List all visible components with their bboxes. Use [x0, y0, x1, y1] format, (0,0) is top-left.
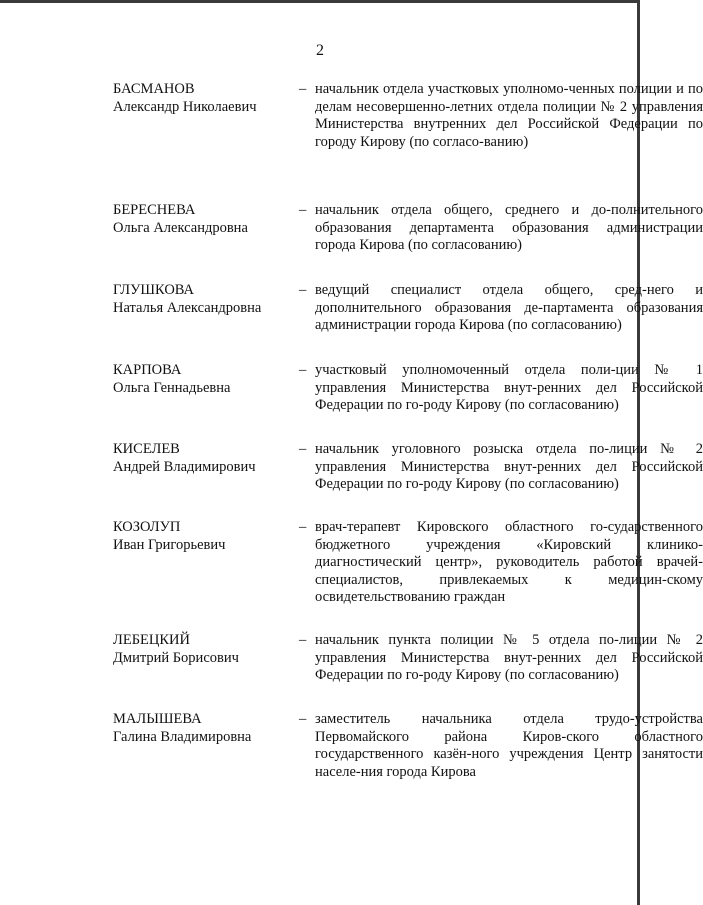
- dash: –: [299, 519, 307, 535]
- dash: –: [299, 441, 307, 457]
- surname: ЛЕБЕЦКИЙ: [113, 632, 190, 648]
- dash: –: [299, 81, 307, 97]
- surname: БАСМАНОВ: [113, 81, 195, 97]
- given-name: Дмитрий Борисович: [113, 649, 239, 666]
- position-description: участковый уполномоченный отдела поли-ции № 1 управления Министерства внут-ренних дел Российской Федерации по го-роду Кирову (по согласованию): [315, 362, 703, 413]
- dash: –: [299, 202, 307, 218]
- given-name: Ольга Александровна: [113, 219, 248, 236]
- dash: –: [299, 282, 307, 298]
- surname: БЕРЕСНЕВА: [113, 202, 196, 218]
- given-name: Андрей Владимирович: [113, 458, 256, 475]
- position-description: заместитель начальника отдела трудо-устройства Первомайского района Киров-ского областного государственного казён-ного учреждения Центр занятости населе-ния города Кирова: [315, 711, 703, 780]
- person-name: [113, 632, 303, 667]
- person-name: [113, 202, 303, 237]
- position-description: начальник пункта полиции № 5 отдела по-лиции № 2 управления Министерства внут-ренних дел Российской Федерации по го-роду Кирову (по согласованию): [315, 632, 703, 683]
- given-name: Наталья Александровна: [113, 299, 262, 316]
- person-name: [113, 441, 303, 476]
- dash: –: [299, 362, 307, 378]
- dash: –: [299, 632, 307, 648]
- scan-edge-top: [0, 0, 640, 3]
- given-name: Ольга Геннадьевна: [113, 379, 231, 396]
- person-name: [113, 362, 303, 397]
- position-description: врач-терапевт Кировского областного го-сударственного бюджетного учреждения «Кировский клинико-диагностический центр», руководитель работой врачей-специалистов, привлекаемых к медицин-скому освидетельствованию граждан: [315, 519, 703, 605]
- position-description: начальник уголовного розыска отдела по-лиции № 2 управления Министерства внут-ренних дел Российской Федерации по го-роду Кирову (по согласованию): [315, 441, 703, 492]
- person-name: [113, 519, 303, 554]
- surname: ГЛУШКОВА: [113, 282, 195, 298]
- given-name: Галина Владимировна: [113, 728, 252, 745]
- given-name: Александр Николаевич: [113, 98, 257, 115]
- position-description: ведущий специалист отдела общего, сред-него и дополнительного образования де-партамента образования администрации города Кирова (по согласованию): [315, 282, 703, 333]
- position-description: начальник отдела общего, среднего и до-полнительного образования департамента образования администрации города Кирова (по согласованию): [315, 202, 703, 253]
- surname: КОЗОЛУП: [113, 519, 181, 535]
- page-number: 2: [316, 42, 324, 59]
- surname: КАРПОВА: [113, 362, 182, 378]
- person-name: [113, 81, 303, 116]
- dash: –: [299, 711, 307, 727]
- person-name: [113, 282, 303, 317]
- surname: МАЛЫШЕВА: [113, 711, 202, 727]
- position-description: начальник отдела участковых уполномо-ченных полиции и по делам несовершенно-летних отдела полиции № 2 управления Министерства внутренних дел Российской Федерации по городу Кирову (по согласо-ванию): [315, 81, 703, 150]
- surname: КИСЕЛЕВ: [113, 441, 180, 457]
- person-name: [113, 711, 303, 746]
- given-name: Иван Григорьевич: [113, 536, 226, 553]
